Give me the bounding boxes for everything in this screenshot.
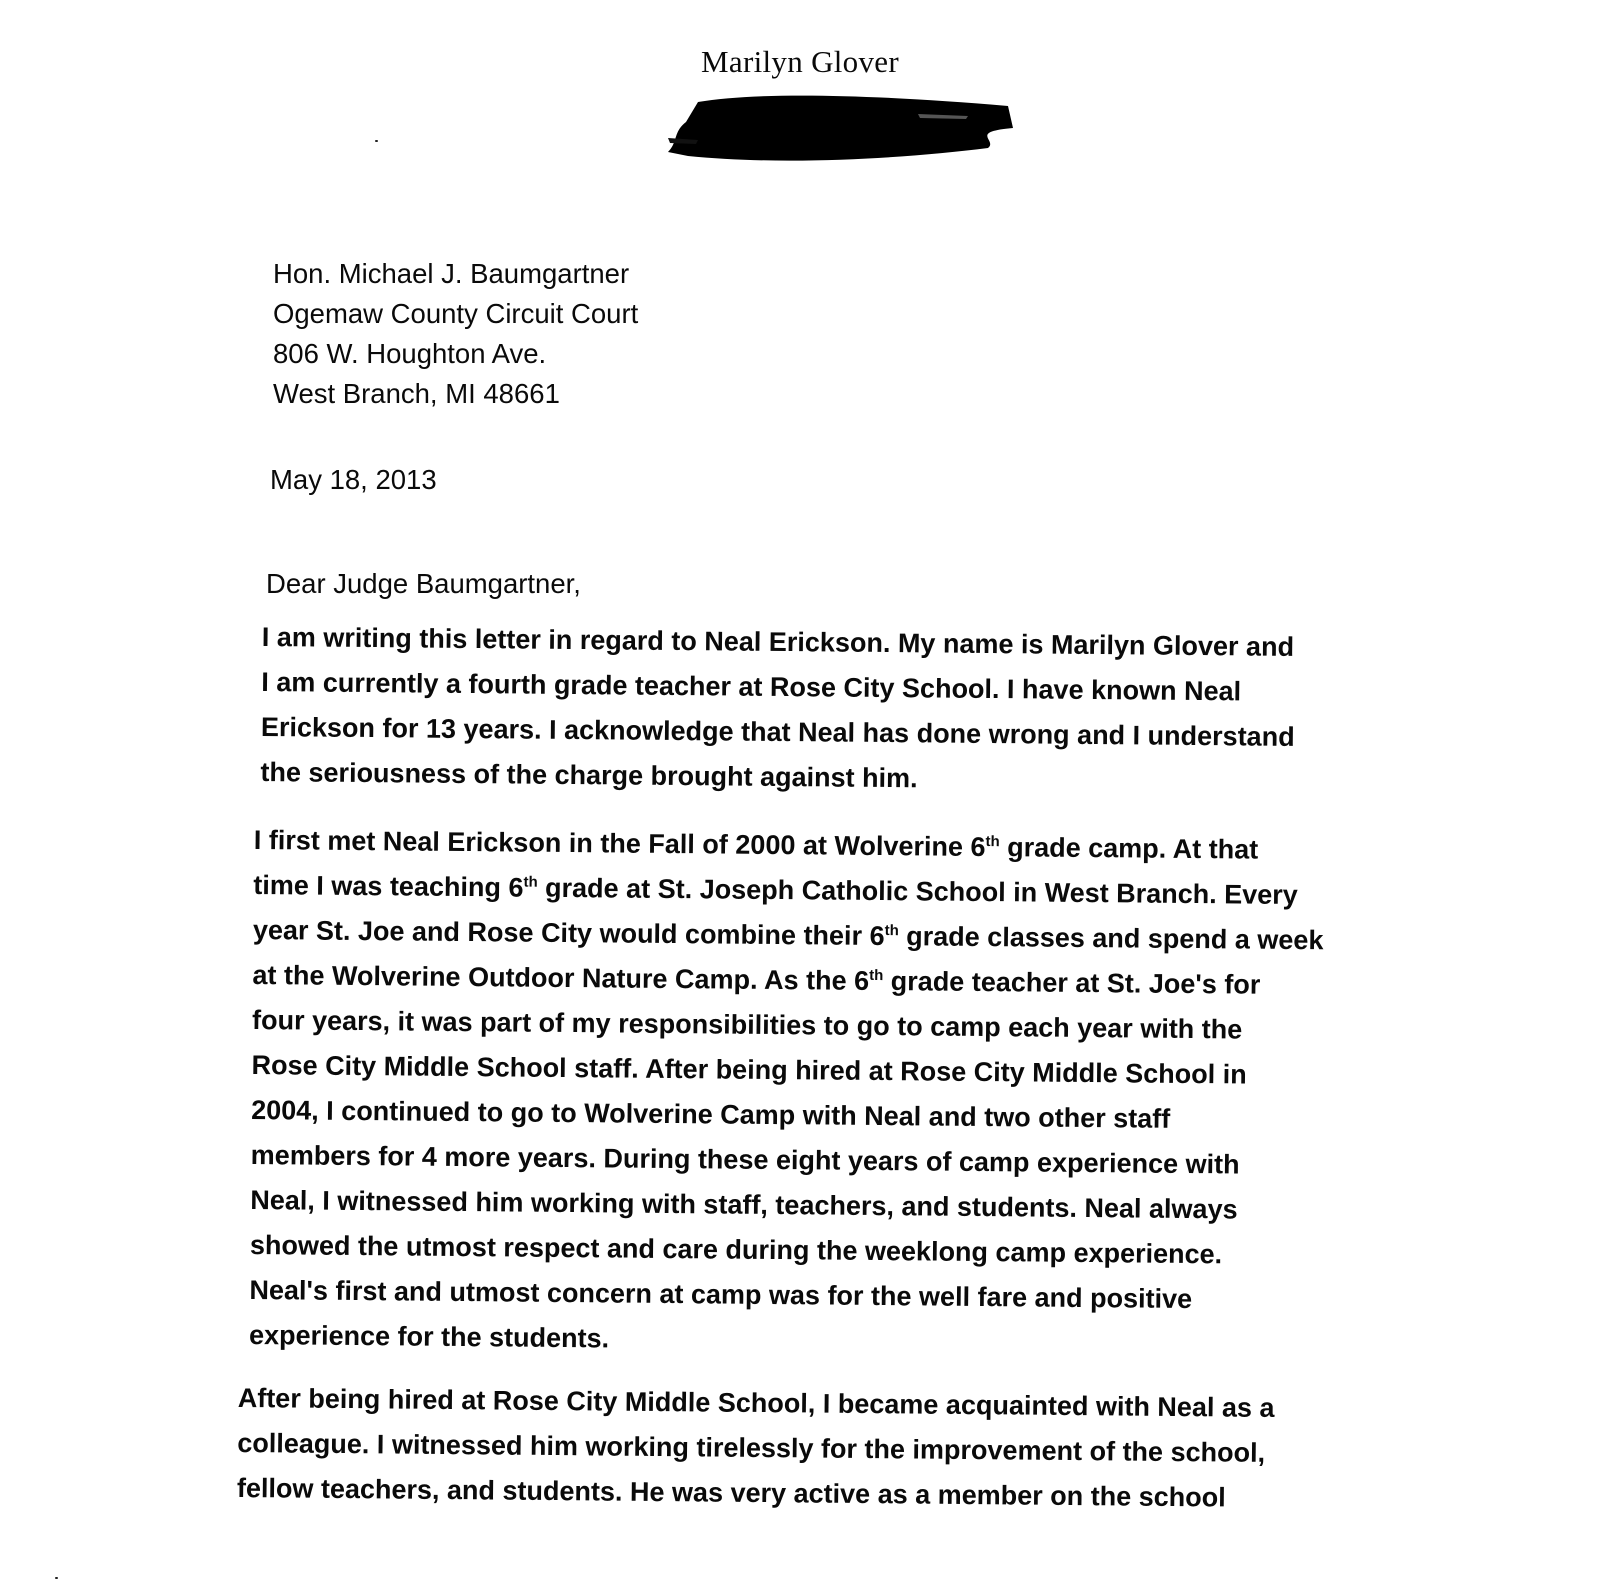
- paragraph-line: at the Wolverine Outdoor Nature Camp. As the 6th grade teacher at St. Joe's for: [252, 959, 1261, 1000]
- letter-date: May 18, 2013: [270, 464, 437, 495]
- paragraph-line: I first met Neal Erickson in the Fall of 2000 at Wolverine 6th grade camp. At that: [253, 824, 1259, 865]
- recipient-line: West Branch, MI 48661: [273, 378, 560, 409]
- paragraph-line: Rose City Middle School staff. After being hired at Rose City Middle School in: [251, 1049, 1247, 1090]
- paragraph-line: four years, it was part of my responsibilities to go to camp each year with the: [251, 1004, 1243, 1045]
- paragraph-line: After being hired at Rose City Middle School, I became acquainted with Neal as a: [237, 1382, 1275, 1423]
- paragraph-line: members for 4 more years. During these eight years of camp experience with: [250, 1139, 1240, 1180]
- paragraph-line: time I was teaching 6th grade at St. Joseph Catholic School in West Branch. Every: [253, 869, 1298, 911]
- paragraph-line: year St. Joe and Rose City would combine their 6th grade classes and spend a week: [252, 914, 1324, 956]
- paragraph: [237, 1376, 1368, 1522]
- redaction-mark: [668, 92, 1028, 166]
- letterhead-name: Marilyn Glover: [701, 44, 899, 79]
- scan-speck: [55, 1577, 58, 1579]
- salutation: Dear Judge Baumgartner,: [266, 568, 581, 599]
- paragraph-line: 2004, I continued to go to Wolverine Camp with Neal and two other staff: [251, 1094, 1171, 1134]
- paragraph-line: I am currently a fourth grade teacher at Rose City School. I have known Neal: [261, 666, 1242, 707]
- recipient-address: [273, 254, 638, 414]
- scan-speck: [375, 140, 378, 142]
- recipient-line: 806 W. Houghton Ave.: [273, 338, 547, 369]
- recipient-line: Ogemaw County Circuit Court: [273, 298, 639, 329]
- paragraph-line: showed the utmost respect and care during the weeklong camp experience.: [249, 1229, 1223, 1270]
- recipient-line: Hon. Michael J. Baumgartner: [273, 258, 630, 289]
- paragraph-line: Neal's first and utmost concern at camp was for the well fare and positive: [249, 1274, 1193, 1315]
- paragraph: [249, 818, 1384, 1369]
- paragraph: [260, 615, 1392, 806]
- paragraph-line: colleague. I witnessed him working tirelessly for the improvement of the school,: [237, 1427, 1266, 1468]
- paragraph-line: Erickson for 13 years. I acknowledge that Neal has done wrong and I understand: [260, 711, 1295, 752]
- paragraph-line: experience for the students.: [248, 1319, 610, 1354]
- paragraph-line: I am writing this letter in regard to Neal Erickson. My name is Marilyn Glover and: [261, 621, 1295, 662]
- paragraph-line: Neal, I witnessed him working with staff, teachers, and students. Neal always: [250, 1184, 1238, 1225]
- paragraph-line: fellow teachers, and students. He was very active as a member on the school: [236, 1472, 1226, 1513]
- paragraph-line: the seriousness of the charge brought against him.: [260, 756, 918, 794]
